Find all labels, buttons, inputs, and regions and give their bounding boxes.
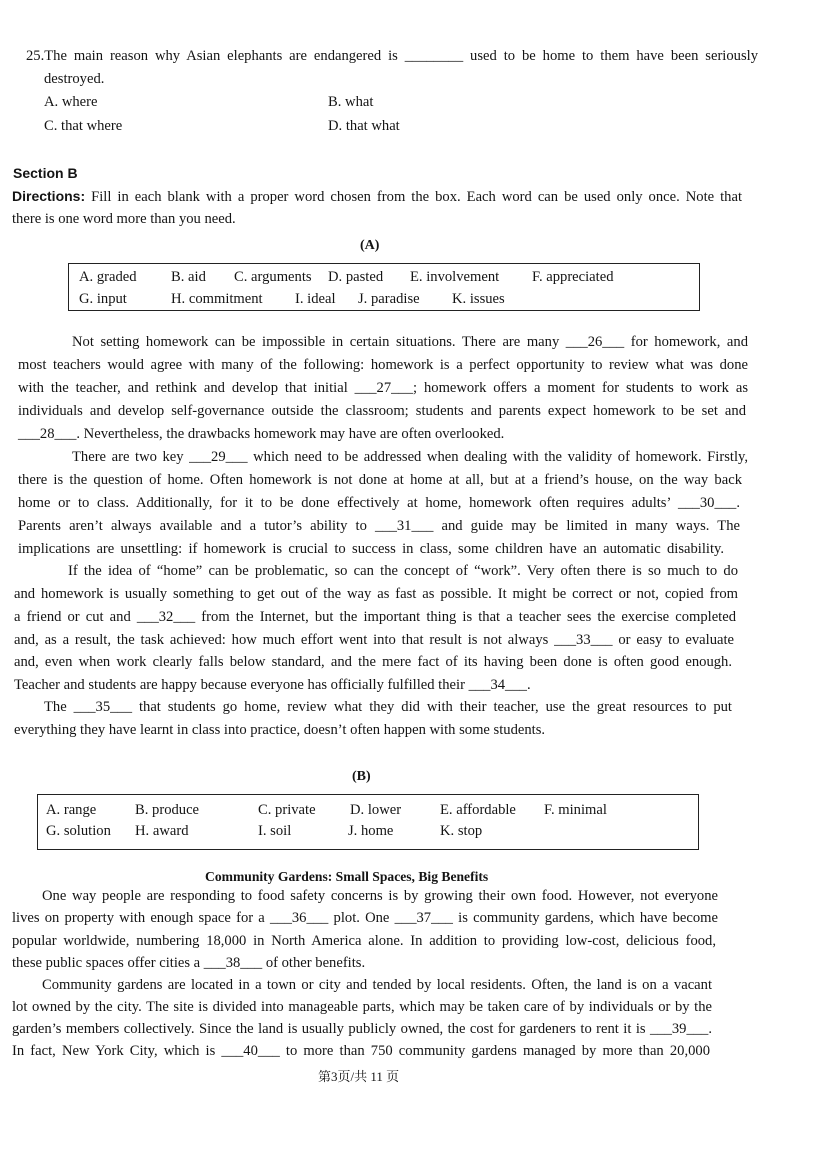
passage-line: There are two key ___29___ which need to be addressed when dealing with the validity of homework. Firstly,: [72, 449, 748, 465]
word-option: J. paradise: [358, 291, 420, 307]
option-d: D. that what: [328, 118, 400, 134]
word-option: G. input: [79, 291, 127, 307]
word-option: H. commitment: [171, 291, 263, 307]
word-option: A. range: [46, 802, 97, 818]
passage-line: popular worldwide, numbering 18,000 in North America alone. In addition to providing low-cost, delicious food,: [12, 933, 716, 949]
passage-line: implications are unsettling: if homework is crucial to success in class, some children have an automatic disability.: [18, 541, 724, 557]
word-option: B. aid: [171, 269, 206, 285]
part-b-heading: (B): [352, 769, 371, 784]
passage-line: these public spaces offer cities a ___38___ of other benefits.: [12, 955, 366, 971]
word-option: H. award: [135, 823, 189, 839]
passage-line: Teacher and students are happy because everyone has officially fulfilled their ___34___.: [14, 677, 531, 693]
passage-line: there is the question of home. Often homework is not done at home at all, but at a friend’s house, on the way back: [18, 472, 742, 488]
passage-line: and, even when work clearly falls below standard, and the mere fact of its having been done is often good enough.: [14, 654, 732, 670]
passage-line: and homework is usually something to get out of the way as fast as possible. It might be correct or not, copied from: [14, 586, 738, 602]
passage-line: lives on property with enough space for a ___36___ plot. One ___37___ is community gardens, which have become: [12, 910, 718, 926]
word-option: D. lower: [350, 802, 402, 818]
word-option: I. ideal: [295, 291, 336, 307]
word-bank-a: [68, 263, 700, 311]
word-option: G. solution: [46, 823, 111, 839]
option-b: B. what: [328, 94, 374, 110]
option-a: A. where: [44, 94, 98, 110]
word-option: D. pasted: [328, 269, 384, 285]
passage-line: lot owned by the city. The site is divided into manageable parts, which may be taken care of by individuals or by the: [12, 999, 712, 1015]
passage-line: ___28___. Nevertheless, the drawbacks homework may have are often overlooked.: [18, 426, 505, 442]
page-number: 第3页/共 11 页: [318, 1069, 400, 1084]
passage-line: home or to class. Additionally, for it to be done effectively at home, homework often requires adults’ ___30___.: [18, 495, 740, 511]
word-option: B. produce: [135, 802, 200, 818]
word-bank-b: [37, 794, 699, 850]
word-option: E. involvement: [410, 269, 500, 285]
passage-line: Not setting homework can be impossible in certain situations. There are many ___26___ for homework, and: [72, 334, 748, 350]
passage-line: Parents aren’t always available and a tutor’s ability to ___31___ and guide may be limited in many ways. The: [18, 518, 740, 534]
passage-line: Community gardens are located in a town or city and tended by local residents. Often, the land is on a vacant: [42, 977, 712, 993]
word-option: F. minimal: [544, 802, 607, 818]
option-c: C. that where: [44, 118, 123, 134]
passage-line: In fact, New York City, which is ___40___ to more than 750 community gardens managed by more than 20,000: [12, 1043, 710, 1059]
part-a-heading: (A): [360, 238, 380, 253]
word-option: A. graded: [79, 269, 137, 285]
section-b-heading: Section B: [13, 165, 78, 181]
passage-line: a friend or cut and ___32___ from the Internet, but the important thing is that a teacher sees the exercise completed: [14, 609, 736, 625]
word-option: C. private: [258, 802, 316, 818]
word-option: K. stop: [440, 823, 483, 839]
passage-line: with the teacher, and rethink and develop that initial ___27___; homework offers a moment for students to work as: [18, 380, 748, 396]
directions-label: Directions:: [12, 188, 86, 204]
passage-line: everything they have learnt in class into practice, doesn’t often happen with some students.: [14, 722, 546, 738]
directions-line2: there is one word more than you need.: [12, 211, 236, 227]
word-option: F. appreciated: [532, 269, 614, 285]
word-option: E. affordable: [440, 802, 516, 818]
question-25-stem-line2: destroyed.: [44, 71, 105, 87]
passage-line: garden’s members collectively. Since the land is usually publicly owned, the cost for gardeners to rent it is ___39___.: [12, 1021, 712, 1037]
passage-line: One way people are responding to food safety concerns is by growing their own food. However, not everyone: [42, 888, 718, 904]
passage-line: and, as a result, the task achieved: how much effort went into that result is not always ___33___ or easy to evaluate: [14, 632, 734, 648]
passage-line: The ___35___ that students go home, review what they did with their teacher, use the great resources to put: [44, 699, 732, 715]
passage-line: most teachers would agree with many of the following: homework is a perfect opportunity to review what was done: [18, 357, 748, 373]
word-option: J. home: [348, 823, 394, 839]
passage-line: individuals and develop self-governance outside the classroom; students and parents expect homework to be set and: [18, 403, 746, 419]
passage-line: If the idea of “home” can be problematic, so can the concept of “work”. Very often there is so much to do: [68, 563, 738, 579]
word-option: K. issues: [452, 291, 505, 307]
question-25-stem-line1: 25.The main reason why Asian elephants are endangered is ________ used to be home to them have been seriously: [26, 48, 758, 64]
word-option: I. soil: [258, 823, 292, 839]
word-option: C. arguments: [234, 269, 312, 285]
passage-b-title: Community Gardens: Small Spaces, Big Benefits: [205, 869, 489, 884]
directions-line1: [12, 185, 742, 209]
directions-text: Fill in each blank with a proper word chosen from the box. Each word can be used only once. Note that: [85, 189, 742, 205]
